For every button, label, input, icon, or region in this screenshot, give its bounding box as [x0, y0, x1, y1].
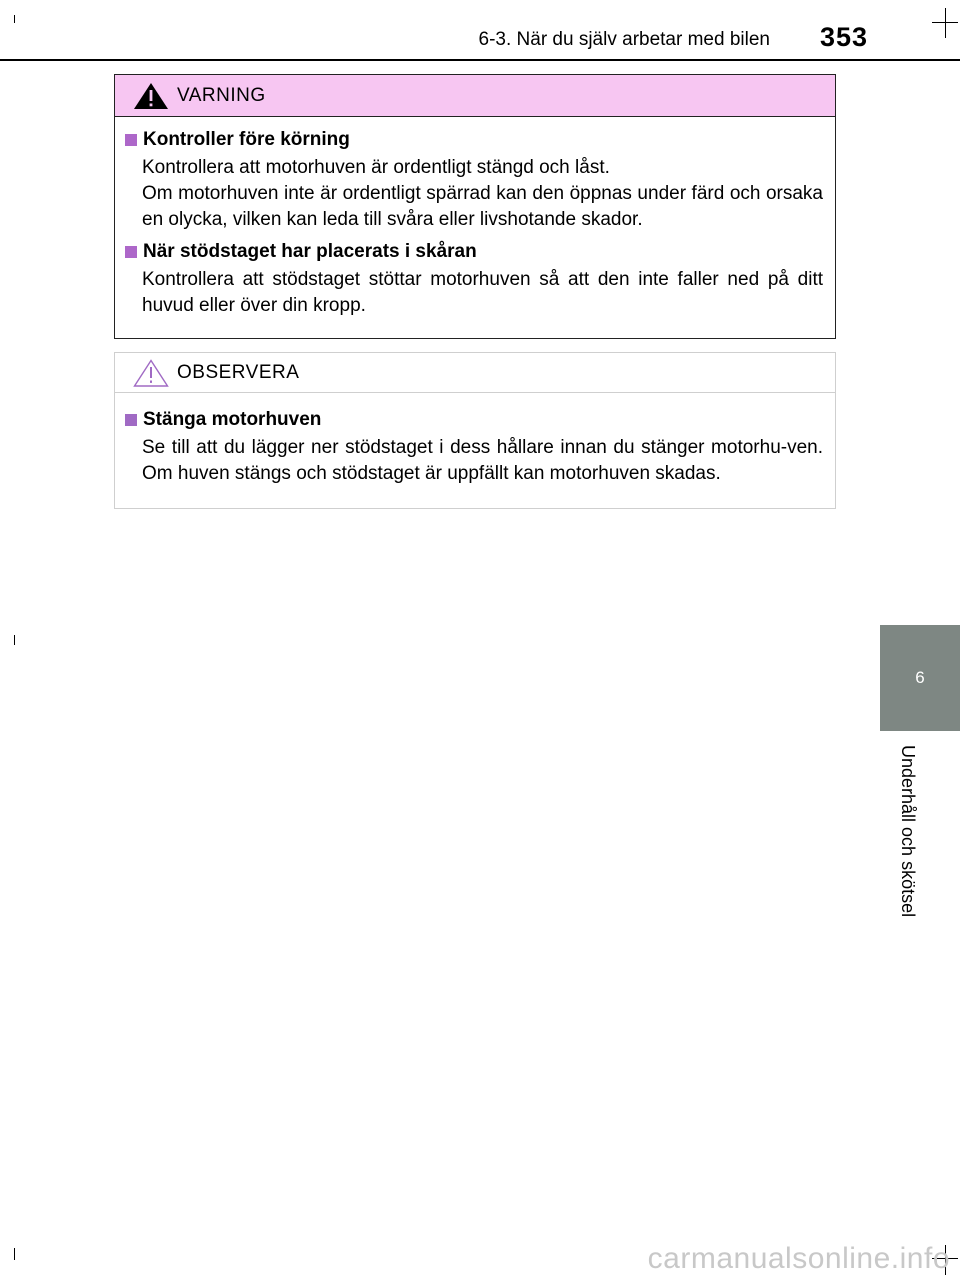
section-heading: Stänga motorhuven: [143, 409, 322, 430]
notice-box: [114, 352, 836, 509]
square-bullet-icon: [125, 134, 137, 146]
section-text-line: Om motorhuven inte är ordentligt spärrad kan den öppnas under färd och orsaka en olycka, vilken kan leda till svåra eller livshotande skador.: [142, 183, 823, 230]
warning-box: [114, 74, 836, 339]
chapter-number: 6: [915, 668, 925, 687]
chapter-tab: [880, 625, 960, 731]
section-heading: När stödstaget har placerats i skåran: [143, 241, 477, 262]
warning-triangle-filled-icon: [133, 82, 169, 110]
warning-section: [125, 129, 823, 233]
square-bullet-icon: [125, 246, 137, 258]
section-text: Kontrollera att stödstaget stöttar motorhuven så att den inte faller ned på ditt huvud eller över din kropp.: [142, 269, 823, 316]
notice-section: [125, 409, 823, 487]
warning-triangle-outline-icon: [133, 359, 169, 387]
warning-box-body: [115, 117, 835, 319]
warning-box-header: [115, 75, 835, 117]
crop-mark: [14, 1248, 15, 1260]
section-heading: Kontroller före körning: [143, 129, 350, 150]
section-title: 6-3. När du själv arbetar med bilen: [478, 29, 770, 50]
section-text: Se till att du lägger ner stödstaget i dess hållare innan du stänger motorhu-ven. Om huven stängs och stödstaget är uppfällt kan motorhuven skadas.: [142, 437, 823, 484]
warning-label: VARNING: [177, 84, 266, 106]
square-bullet-icon: [125, 414, 137, 426]
notice-label: OBSERVERA: [177, 361, 300, 383]
page-number: 353: [819, 22, 868, 52]
section-text: [142, 155, 823, 233]
section-text-line: Kontrollera att motorhuven är ordentligt stängd och låst.: [142, 157, 610, 178]
warning-section: [125, 241, 823, 319]
chapter-label: Underhåll och skötsel: [898, 745, 918, 918]
notice-box-header: [115, 353, 835, 393]
notice-box-body: [115, 393, 835, 487]
crop-mark: [14, 635, 15, 645]
watermark: carmanualsonline.info: [647, 1242, 950, 1275]
header-rule: [0, 59, 960, 61]
page-header: [0, 0, 960, 60]
